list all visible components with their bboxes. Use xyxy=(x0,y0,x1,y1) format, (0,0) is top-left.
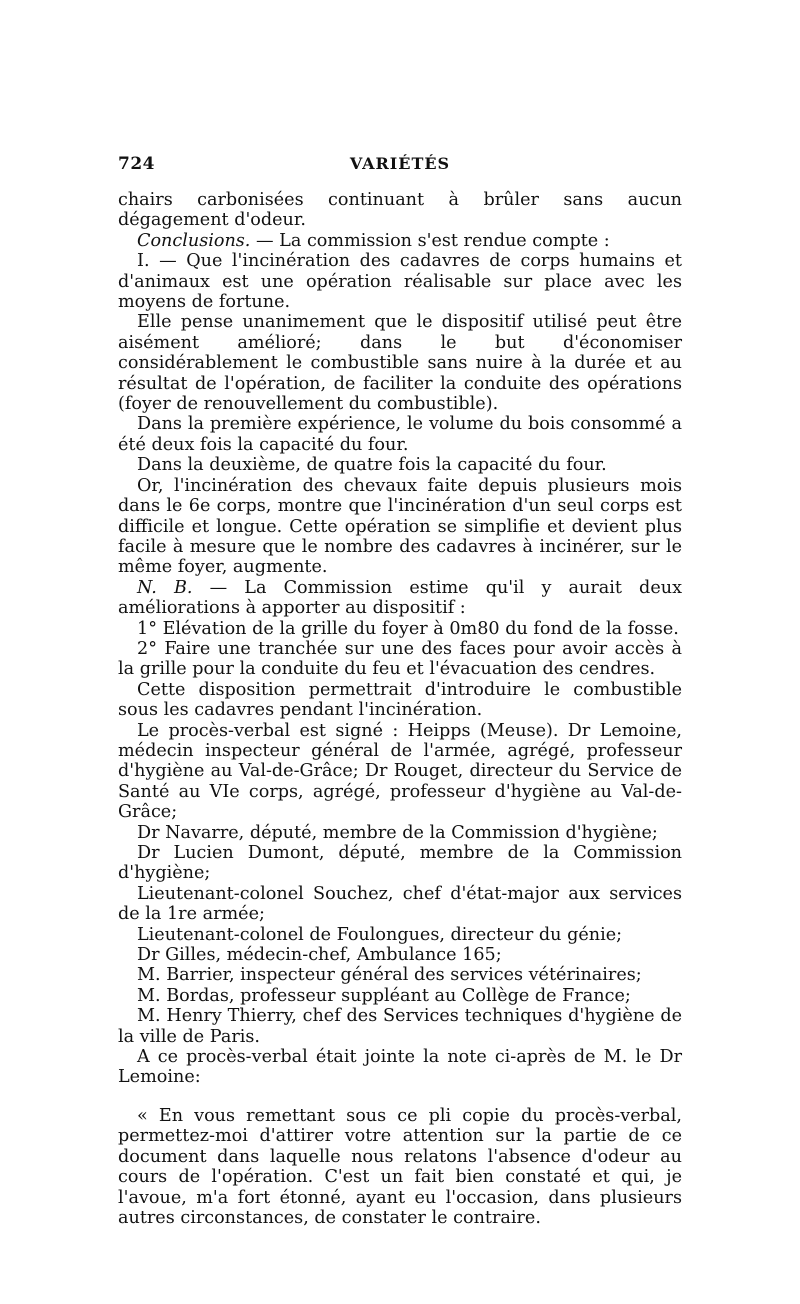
paragraph-disposition: Cette disposition permettrait d'introduire le combustible sous les cadavres pendant l'incinération. xyxy=(118,679,682,721)
paragraph-first-experiment: Dans la première expérience, le volume du bois consommé a été deux fois la capacité du four. xyxy=(118,414,682,455)
signatory-bordas: M. Bordas, professeur suppléant au Collège de France; xyxy=(137,985,631,1006)
page-number: 724 xyxy=(118,154,155,174)
paragraph-improvement-two: 2° Faire une tranchée sur une des faces pour avoir accès à la grille pour la conduite du feu et l'évacuation des cendres. xyxy=(118,638,682,680)
page-header xyxy=(118,154,682,178)
paragraph-continuation: chairs carbonisées continuant à brûler sans aucun dégagement d'odeur. xyxy=(118,190,682,231)
signatory-navarre: Dr Navarre, député, membre de la Commission d'hygiène; xyxy=(137,822,658,843)
signatory-thierry: M. Henry Thierry, chef des Services techniques d'hygiène de la ville de Paris. xyxy=(118,1006,682,1047)
paragraph-horses: Or, l'incinération des chevaux faite depuis plusieurs mois dans le 6e corps, montre que l'incinération d'un seul corps est difficile et longue. Cette opération se simplifie et devient plus facile à mesure que le nombre des cadavres à incinérer, sur le même foyer, augmente. xyxy=(118,475,682,578)
signatory-gilles: Dr Gilles, médecin-chef, Ambulance 165; xyxy=(137,945,502,966)
conclusions-label: Conclusions. xyxy=(137,230,251,251)
paragraph-note-intro: A ce procès-verbal était jointe la note ci-après de M. le Dr Lemoine: xyxy=(118,1047,682,1088)
paragraph-nota-bene xyxy=(118,578,682,619)
signatory-dumont: Dr Lucien Dumont, député, membre de la Commission d'hygiène; xyxy=(118,843,682,884)
signatory-foulongues: Lieutenant-colonel de Foulongues, directeur du génie; xyxy=(137,924,623,945)
running-title: VARIÉTÉS xyxy=(349,154,451,173)
conclusions-text: — La commission s'est rendue compte : xyxy=(250,230,610,251)
nota-bene-label: N. B. xyxy=(137,577,193,598)
signatory-souchez: Lieutenant-colonel Souchez, chef d'état-major aux services de la 1re armée; xyxy=(118,883,682,925)
paragraph-quoted-note: « En vous remettant sous ce pli copie du procès-verbal, permettez-moi d'attirer votre attention sur la partie de ce document dans laquelle nous relatons l'absence d'odeur au cours de l'opération. C'est un fait bien constaté et qui, je l'avoue, m'a fort étonné, ayant eu l'occasion, dans plusieurs autres circonstances, de constater le contraire. xyxy=(118,1105,682,1228)
signatory-barrier: M. Barrier, inspecteur général des services vétérinaires; xyxy=(137,965,642,986)
body-text xyxy=(118,190,682,1228)
paragraph-conclusions xyxy=(118,231,682,251)
nota-bene-text: — La Commission estime qu'il y aurait deux améliorations à apporter au dispositif : xyxy=(118,577,682,619)
paragraph-dispositif: Elle pense unanimement que le dispositif utilisé peut être aisément amélioré; dans le but d'économiser considérablement le combustible sans nuire à la durée et au résultat de l'opération, de faciliter la conduite des opérations (foyer de renouvellement du combustible). xyxy=(118,312,682,415)
paragraph-second-experiment: Dans la deuxième, de quatre fois la capacité du four. xyxy=(137,455,607,476)
paragraph-improvement-one: 1° Elévation de la grille du foyer à 0m80 du fond de la fosse. xyxy=(137,618,679,639)
paragraph-signatures: Le procès-verbal est signé : Heipps (Meuse). Dr Lemoine, médecin inspecteur général de l'armée, agrégé, professeur d'hygiène au Val-de-Grâce; Dr Rouget, directeur du Service de Santé au VIe corps, agrégé, professeur d'hygiène au Val-de-Grâce; xyxy=(118,720,682,823)
paragraph-point-one: I. — Que l'incinération des cadavres de corps humains et d'animaux est une opération réalisable sur place avec les moyens de fortune. xyxy=(118,251,682,313)
